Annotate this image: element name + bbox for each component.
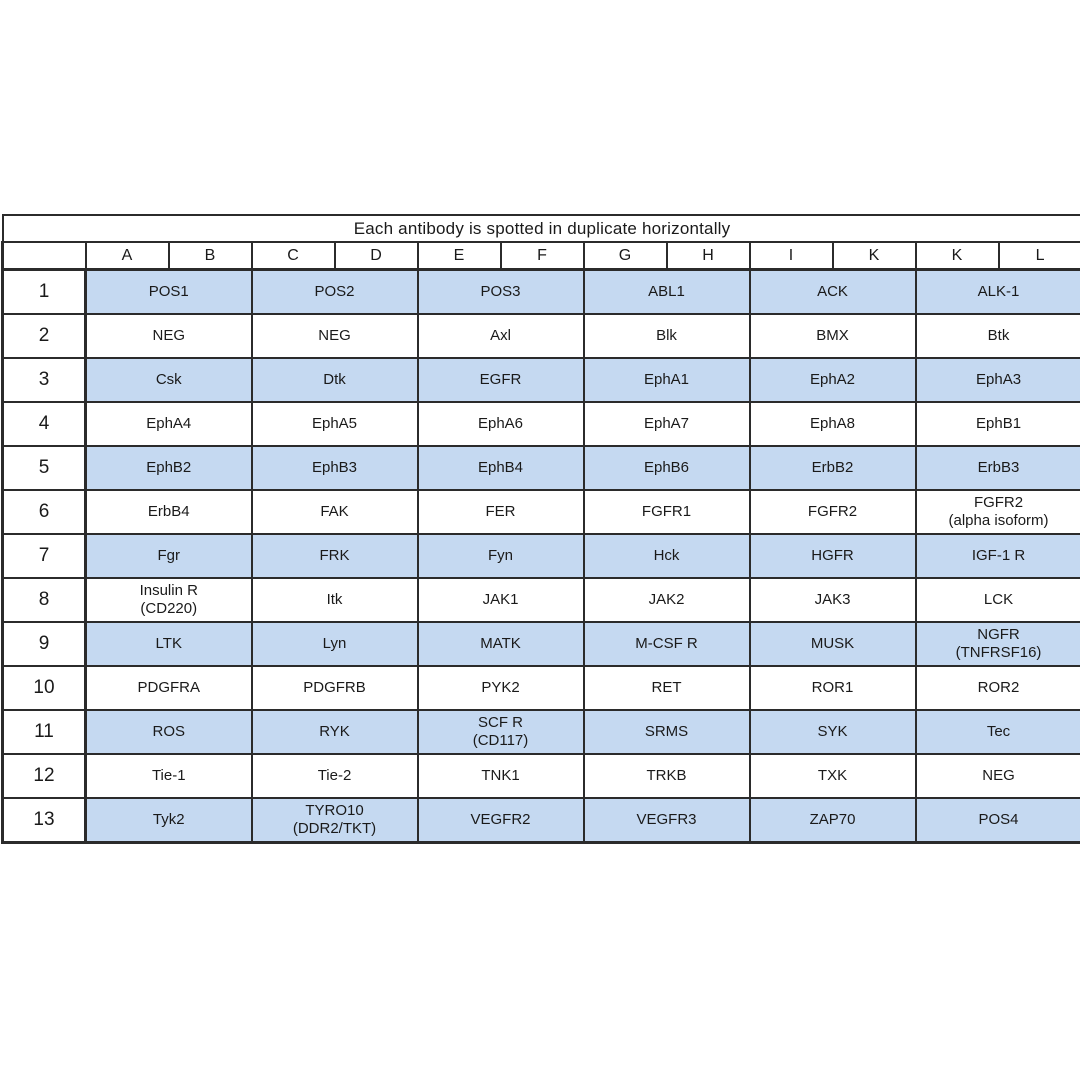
column-header: D: [335, 242, 418, 270]
antibody-cell: [584, 798, 750, 843]
antibody-cell: [252, 798, 418, 843]
antibody-name: EphB6: [643, 459, 690, 476]
table-row: [3, 446, 1080, 490]
row-number: 10: [3, 666, 86, 710]
antibody-cell: [916, 798, 1080, 843]
antibody-name: LTK: [155, 635, 182, 652]
antibody-name: FGFR2: [807, 503, 858, 520]
antibody-cell: [252, 314, 418, 358]
antibody-alias: (DDR2/TKT): [292, 820, 377, 837]
antibody-name: ErbB3: [977, 459, 1020, 476]
antibody-name: Fgr: [157, 547, 180, 564]
antibody-name: HGFR: [811, 547, 854, 564]
antibody-cell: [584, 666, 750, 710]
antibody-cell: [252, 270, 418, 315]
antibody-cell: [584, 270, 750, 315]
antibody-cell: [86, 358, 252, 402]
antibody-cell: [916, 622, 1080, 666]
antibody-cell: [252, 622, 418, 666]
antibody-name: JAK1: [482, 591, 519, 608]
row-number: 5: [3, 446, 86, 490]
antibody-cell: [86, 402, 252, 446]
antibody-cell: [86, 666, 252, 710]
antibody-cell: [916, 446, 1080, 490]
antibody-cell: [916, 490, 1080, 534]
antibody-name: POS2: [314, 283, 355, 300]
table-row: [3, 490, 1080, 534]
antibody-alias: (CD220): [140, 600, 198, 617]
column-header: L: [999, 242, 1080, 270]
column-header: E: [418, 242, 501, 270]
antibody-name: PYK2: [481, 679, 520, 696]
antibody-name: Tie-1: [151, 767, 186, 784]
antibody-cell: [252, 490, 418, 534]
antibody-name: EphA8: [809, 415, 856, 432]
antibody-name: TRKB: [646, 767, 687, 784]
antibody-name: FAK: [320, 503, 349, 520]
antibody-name: EphB1: [976, 415, 1022, 432]
antibody-name: Insulin R: [139, 582, 198, 599]
column-header: C: [252, 242, 335, 270]
antibody-name: FGFR2: [973, 494, 1024, 511]
antibody-name: ABL1: [648, 283, 685, 300]
row-number: 2: [3, 314, 86, 358]
table-row: [3, 358, 1080, 402]
column-header: B: [169, 242, 252, 270]
antibody-name: EphA5: [311, 415, 358, 432]
antibody-cell: [86, 754, 252, 798]
antibody-name: Tyk2: [152, 811, 185, 828]
row-number: 13: [3, 798, 86, 843]
row-number: 9: [3, 622, 86, 666]
column-header: F: [501, 242, 584, 270]
row-number: 4: [3, 402, 86, 446]
antibody-cell: [584, 622, 750, 666]
antibody-name: NEG: [318, 327, 351, 344]
column-header: I: [750, 242, 833, 270]
antibody-name: JAK3: [814, 591, 851, 608]
antibody-cell: [418, 490, 584, 534]
antibody-name: SRMS: [644, 723, 689, 740]
antibody-cell: [86, 798, 252, 843]
antibody-name: FGFR1: [641, 503, 692, 520]
antibody-name: ROS: [152, 723, 185, 740]
antibody-name: TXK: [817, 767, 848, 784]
antibody-name: M-CSF R: [635, 635, 698, 652]
antibody-cell: [418, 622, 584, 666]
antibody-cell: [252, 754, 418, 798]
antibody-name: EphB2: [146, 459, 192, 476]
antibody-name: Hck: [653, 547, 680, 564]
antibody-cell: [86, 314, 252, 358]
antibody-name: RYK: [319, 723, 350, 740]
antibody-name: NEG: [982, 767, 1015, 784]
antibody-cell: [916, 578, 1080, 622]
antibody-name: Lyn: [322, 635, 347, 652]
table-row: [3, 666, 1080, 710]
antibody-cell: [418, 578, 584, 622]
table-row: [3, 710, 1080, 754]
antibody-alias: (TNFRSF16): [955, 644, 1042, 661]
antibody-name: ACK: [817, 283, 848, 300]
antibody-cell: [750, 358, 916, 402]
row-number: 1: [3, 270, 86, 315]
antibody-name: Axl: [490, 327, 511, 344]
antibody-name: POS4: [978, 811, 1019, 828]
antibody-cell: [252, 534, 418, 578]
antibody-name: TNK1: [481, 767, 520, 784]
antibody-cell: [916, 754, 1080, 798]
row-number: 11: [3, 710, 86, 754]
row-number: 7: [3, 534, 86, 578]
antibody-cell: [418, 446, 584, 490]
antibody-name: BMX: [816, 327, 849, 344]
table-row: [3, 622, 1080, 666]
antibody-cell: [916, 270, 1080, 315]
antibody-cell: [418, 270, 584, 315]
antibody-cell: [252, 578, 418, 622]
antibody-name: JAK2: [648, 591, 685, 608]
antibody-name: EphB4: [477, 459, 524, 476]
antibody-name: RET: [651, 679, 682, 696]
row-number: 12: [3, 754, 86, 798]
column-header: H: [667, 242, 750, 270]
table-row: [3, 798, 1080, 843]
column-header: K: [916, 242, 999, 270]
antibody-name: Tec: [986, 723, 1011, 740]
antibody-name: Itk: [326, 591, 343, 608]
antibody-name: ROR1: [811, 679, 854, 696]
antibody-name: EphA6: [477, 415, 524, 432]
column-header: A: [86, 242, 169, 270]
antibody-name: ErbB4: [147, 503, 190, 520]
antibody-name: SYK: [817, 723, 848, 740]
antibody-cell: [750, 314, 916, 358]
antibody-name: PDGFRB: [303, 679, 366, 696]
antibody-name: Blk: [656, 327, 677, 344]
antibody-cell: [584, 446, 750, 490]
column-header: G: [584, 242, 667, 270]
antibody-name: NEG: [152, 327, 185, 344]
antibody-alias: (CD117): [472, 732, 529, 749]
antibody-cell: [86, 622, 252, 666]
antibody-cell: [418, 358, 584, 402]
table-row: [3, 402, 1080, 446]
antibody-name: Csk: [155, 371, 182, 388]
antibody-cell: [584, 578, 750, 622]
antibody-cell: [584, 490, 750, 534]
antibody-name: SCF R: [478, 714, 523, 731]
antibody-cell: [916, 666, 1080, 710]
antibody-cell: [916, 314, 1080, 358]
table-row: [3, 314, 1080, 358]
antibody-name: EphB3: [311, 459, 358, 476]
antibody-name: MATK: [480, 635, 521, 652]
antibody-name: POS3: [480, 283, 521, 300]
antibody-cell: [86, 446, 252, 490]
antibody-cell: [418, 798, 584, 843]
antibody-name: Fyn: [487, 547, 513, 564]
antibody-name: LCK: [983, 591, 1014, 608]
antibody-name: Dtk: [323, 371, 346, 388]
antibody-cell: [584, 358, 750, 402]
antibody-name: EphA7: [643, 415, 690, 432]
antibody-name: ZAP70: [809, 811, 856, 828]
antibody-cell: [252, 446, 418, 490]
antibody-cell: [252, 666, 418, 710]
antibody-name: ALK-1: [977, 283, 1020, 300]
antibody-cell: [584, 402, 750, 446]
antibody-cell: [252, 710, 418, 754]
antibody-name: TYRO10: [305, 802, 364, 819]
row-number: 6: [3, 490, 86, 534]
antibody-cell: [86, 710, 252, 754]
antibody-cell: [86, 490, 252, 534]
corner-cell: [3, 242, 86, 270]
antibody-cell: [750, 534, 916, 578]
antibody-array-map: [1, 214, 1080, 844]
antibody-name: EGFR: [479, 371, 522, 388]
antibody-name: EphA4: [146, 415, 192, 432]
antibody-cell: [750, 754, 916, 798]
table-row: [3, 754, 1080, 798]
antibody-cell: [750, 270, 916, 315]
antibody-name: Btk: [987, 327, 1010, 344]
antibody-name: VEGFR2: [470, 811, 531, 828]
antibody-cell: [418, 314, 584, 358]
antibody-name: EphA2: [809, 371, 856, 388]
antibody-cell: [916, 534, 1080, 578]
table-row: [3, 534, 1080, 578]
antibody-name: EphA1: [643, 371, 690, 388]
column-header: K: [833, 242, 916, 270]
antibody-cell: [86, 270, 252, 315]
antibody-name: VEGFR3: [636, 811, 697, 828]
antibody-cell: [584, 314, 750, 358]
antibody-cell: [252, 358, 418, 402]
antibody-name: ROR2: [977, 679, 1020, 696]
row-number: 8: [3, 578, 86, 622]
antibody-cell: [418, 534, 584, 578]
antibody-name: Tie-2: [317, 767, 352, 784]
antibody-name: FRK: [319, 547, 350, 564]
antibody-cell: [418, 402, 584, 446]
antibody-cell: [750, 402, 916, 446]
antibody-alias: (alpha isoform): [948, 512, 1049, 529]
antibody-cell: [418, 666, 584, 710]
table-title: Each antibody is spotted in duplicate horizontally: [3, 215, 1080, 242]
antibody-name: NGFR: [977, 626, 1020, 643]
antibody-cell: [750, 622, 916, 666]
antibody-cell: [86, 534, 252, 578]
antibody-cell: [750, 578, 916, 622]
antibody-cell: [584, 754, 750, 798]
antibody-cell: [750, 710, 916, 754]
antibody-name: FER: [485, 503, 516, 520]
antibody-name: POS1: [148, 283, 189, 300]
antibody-cell: [750, 490, 916, 534]
antibody-cell: [584, 534, 750, 578]
antibody-cell: [916, 358, 1080, 402]
antibody-cell: [916, 710, 1080, 754]
antibody-name: ErbB2: [811, 459, 854, 476]
antibody-cell: [584, 710, 750, 754]
antibody-name: EphA3: [976, 371, 1022, 388]
antibody-name: MUSK: [810, 635, 855, 652]
table-row: [3, 578, 1080, 622]
table-row: [3, 270, 1080, 315]
antibody-cell: [418, 754, 584, 798]
antibody-cell: [750, 798, 916, 843]
antibody-cell: [916, 402, 1080, 446]
row-number: 3: [3, 358, 86, 402]
antibody-cell: [750, 446, 916, 490]
antibody-cell: [750, 666, 916, 710]
antibody-cell: [86, 578, 252, 622]
antibody-name: IGF-1 R: [971, 547, 1026, 564]
antibody-cell: [252, 402, 418, 446]
antibody-cell: [418, 710, 584, 754]
antibody-name: PDGFRA: [137, 679, 200, 696]
